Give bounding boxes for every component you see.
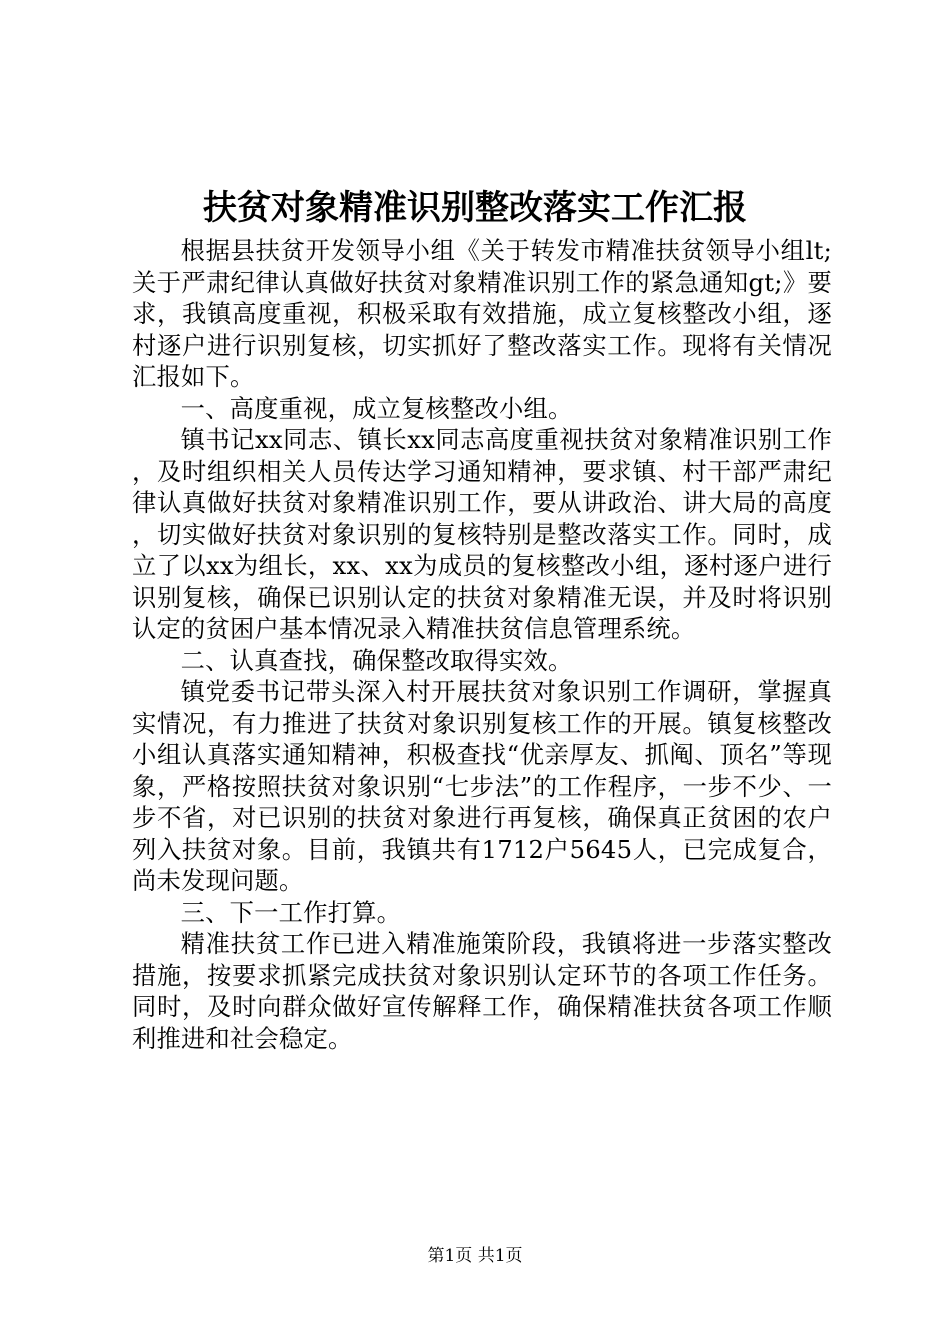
- page-footer: [0, 1244, 950, 1268]
- section-paragraph-1: 镇书记xx同志、镇长xx同志高度重视扶贫对象精准识别工作，及时组织相关人员传达学习通知精神，要求镇、村干部严肃纪律认真做好扶贫对象精准识别工作，要从讲政治、讲大局的高度，切实做好扶贫对象识别的复核特别是整改落实工作。同时，成立了以xx为组长，xx、xx为成员的复核整改小组，逐村逐户进行识别复核，确保已识别认定的扶贫对象精准无误，并及时将识别认定的贫困户基本情况录入精准扶贫信息管理系统。: [132, 425, 832, 643]
- document-title: 扶贫对象精准识别整改落实工作汇报: [203, 188, 747, 228]
- document-body: [132, 235, 832, 1054]
- page-total: 共1页: [477, 1246, 523, 1266]
- page-number: 第1页: [427, 1246, 473, 1266]
- section-heading-3: 三、下一工作打算。: [180, 897, 402, 927]
- section-heading-1: 一、高度重视，成立复核整改小组。: [180, 393, 573, 423]
- section-paragraph-2: 镇党委书记带头深入村开展扶贫对象识别工作调研，掌握真实情况，有力推进了扶贫对象识别复核工作的开展。镇复核整改小组认真落实通知精神，积极查找“优亲厚友、抓阄、顶名”等现象，严格按照扶贫对象识别“七步法”的工作程序，一步不少、一步不省，对已识别的扶贫对象进行再复核，确保真正贫困的农户列入扶贫对象。目前，我镇共有1712户5645人，已完成复合，尚未发现问题。: [132, 677, 832, 895]
- section-paragraph-3: 精准扶贫工作已进入精准施策阶段，我镇将进一步落实整改措施，按要求抓紧完成扶贫对象识别认定环节的各项工作任务。同时，及时向群众做好宣传解释工作，确保精准扶贫各项工作顺利推进和社会稳定。: [132, 929, 832, 1053]
- section-heading-2: 二、认真查找，确保整改取得实效。: [180, 645, 573, 675]
- intro-paragraph: 根据县扶贫开发领导小组《关于转发市精准扶贫领导小组lt;关于严肃纪律认真做好扶贫对象精准识别工作的紧急通知gt;》要求，我镇高度重视，积极采取有效措施，成立复核整改小组，逐村逐户进行识别复核，切实抓好了整改落实工作。现将有关情况汇报如下。: [132, 236, 832, 391]
